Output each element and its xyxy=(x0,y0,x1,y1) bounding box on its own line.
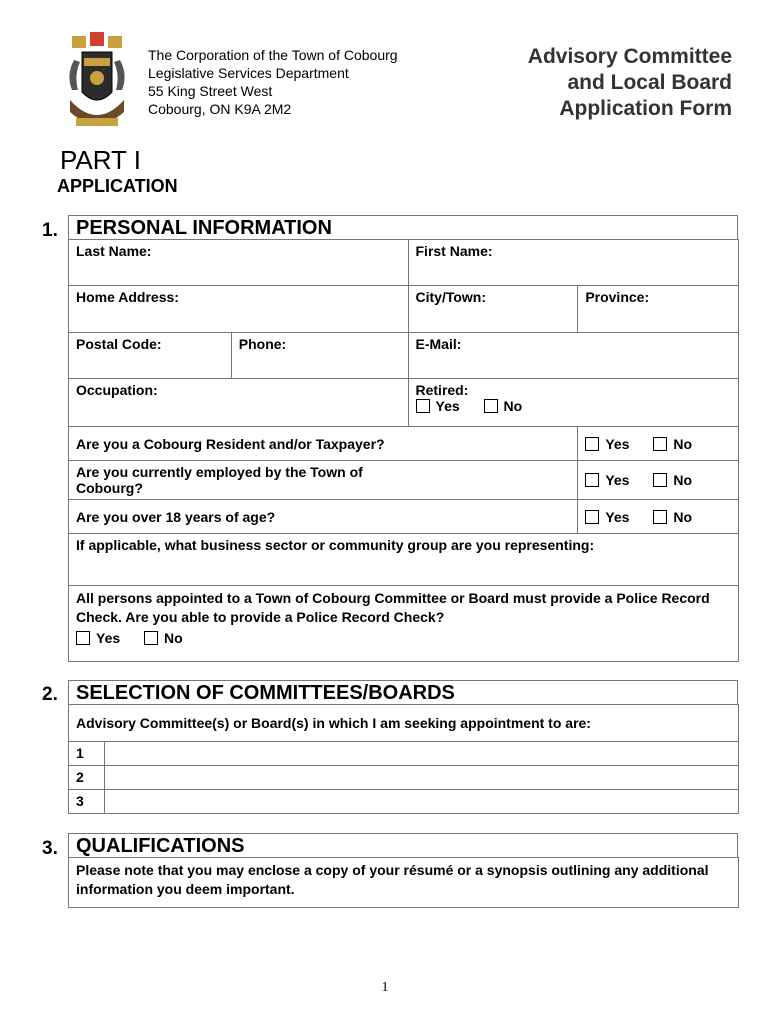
retired-yes-option[interactable] xyxy=(416,398,460,414)
yes-label: Yes xyxy=(605,472,630,488)
police-check-question xyxy=(69,586,739,662)
resident-answer xyxy=(578,427,739,461)
checkbox[interactable] xyxy=(653,473,667,487)
checkbox[interactable] xyxy=(484,399,498,413)
committee-choice-field[interactable] xyxy=(105,742,739,766)
postal-code-field[interactable]: Postal Code: xyxy=(69,333,232,379)
employed-question-text: Are you currently employed by the Town of Cobourg? xyxy=(76,464,363,496)
form-title-line: Application Form xyxy=(559,97,732,120)
retired-field xyxy=(408,379,739,427)
employed-question xyxy=(69,461,578,500)
no-label: No xyxy=(673,435,693,452)
email-field[interactable]: E-Mail: xyxy=(408,333,739,379)
no-label: No xyxy=(673,472,693,488)
section-2-number: 2. xyxy=(42,684,58,705)
department-address xyxy=(148,46,398,118)
part-subtitle: APPLICATION xyxy=(57,176,178,196)
committees-instruction: Advisory Committee(s) or Board(s) in which I am seeking appointment to are: xyxy=(69,705,739,742)
yes-label: Yes xyxy=(605,508,630,525)
committee-choice-field[interactable] xyxy=(105,766,739,790)
page-number: 1 xyxy=(381,980,389,995)
row-number: 2 xyxy=(69,766,105,790)
no-label: No xyxy=(164,630,183,646)
occupation-field[interactable]: Occupation: xyxy=(69,379,409,427)
home-address-field[interactable]: Home Address: xyxy=(69,286,409,333)
police-no-option[interactable] xyxy=(144,630,183,646)
form-title-line: Advisory Committee xyxy=(527,45,732,68)
age-yes-option[interactable] xyxy=(585,509,629,525)
phone-field[interactable]: Phone: xyxy=(231,333,408,379)
row-number: 3 xyxy=(69,790,105,814)
section-1-title: PERSONAL INFORMATION xyxy=(68,215,738,239)
age-answer xyxy=(578,500,739,534)
committee-choice-field[interactable] xyxy=(105,790,739,814)
address-line: The Corporation of the Town of Cobourg xyxy=(148,47,398,63)
form-title-line: and Local Board xyxy=(567,71,732,94)
checkbox[interactable] xyxy=(653,510,667,524)
section-1-number: 1. xyxy=(42,220,58,241)
checkbox[interactable] xyxy=(585,473,599,487)
age-question: Are you over 18 years of age? xyxy=(69,500,578,534)
section-3-number: 3. xyxy=(42,838,58,859)
resident-no-option[interactable] xyxy=(653,436,692,452)
part-title: PART I xyxy=(60,145,141,175)
row-number: 1 xyxy=(69,742,105,766)
checkbox[interactable] xyxy=(585,510,599,524)
resident-yes-option[interactable] xyxy=(585,436,629,452)
employed-no-option[interactable] xyxy=(653,472,692,488)
city-field[interactable]: City/Town: xyxy=(408,286,578,333)
retired-no-option[interactable] xyxy=(484,398,523,414)
police-yes-option[interactable] xyxy=(76,630,120,646)
address-line: Cobourg, ON K9A 2M2 xyxy=(148,101,292,117)
checkbox[interactable] xyxy=(76,631,90,645)
committees-table xyxy=(68,704,739,814)
employed-yes-option[interactable] xyxy=(585,472,629,488)
police-check-text: All persons appointed to a Town of Cobourg Committee or Board must provide a Police Record Check. Are you able to provide a Police Record Check? xyxy=(76,590,710,625)
checkbox[interactable] xyxy=(416,399,430,413)
checkbox[interactable] xyxy=(144,631,158,645)
town-crest-logo xyxy=(64,30,130,134)
section-2-title: SELECTION OF COMMITTEES/BOARDS xyxy=(68,680,738,704)
province-field[interactable]: Province: xyxy=(578,286,739,333)
personal-information-table xyxy=(68,239,739,662)
first-name-field[interactable]: First Name: xyxy=(408,240,739,286)
checkbox[interactable] xyxy=(653,437,667,451)
employed-answer xyxy=(578,461,739,500)
retired-label: Retired: xyxy=(415,382,469,398)
no-label: No xyxy=(503,398,523,414)
business-sector-field[interactable]: If applicable, what business sector or community group are you representing: xyxy=(69,534,739,586)
qualifications-table xyxy=(68,857,739,908)
age-no-option[interactable] xyxy=(653,509,692,525)
resident-question: Are you a Cobourg Resident and/or Taxpayer? xyxy=(69,427,578,461)
section-3-title: QUALIFICATIONS xyxy=(68,833,738,857)
yes-label: Yes xyxy=(605,435,630,452)
address-line: Legislative Services Department xyxy=(148,65,349,81)
address-line: 55 King Street West xyxy=(148,83,273,99)
no-label: No xyxy=(673,508,693,525)
yes-label: Yes xyxy=(96,630,121,646)
checkbox[interactable] xyxy=(585,437,599,451)
form-title xyxy=(528,44,732,122)
last-name-field[interactable]: Last Name: xyxy=(69,240,409,286)
yes-label: Yes xyxy=(435,398,460,414)
qualifications-instruction: Please note that you may enclose a copy of your résumé or a synopsis outlining any additional information you deem important. xyxy=(69,858,739,908)
